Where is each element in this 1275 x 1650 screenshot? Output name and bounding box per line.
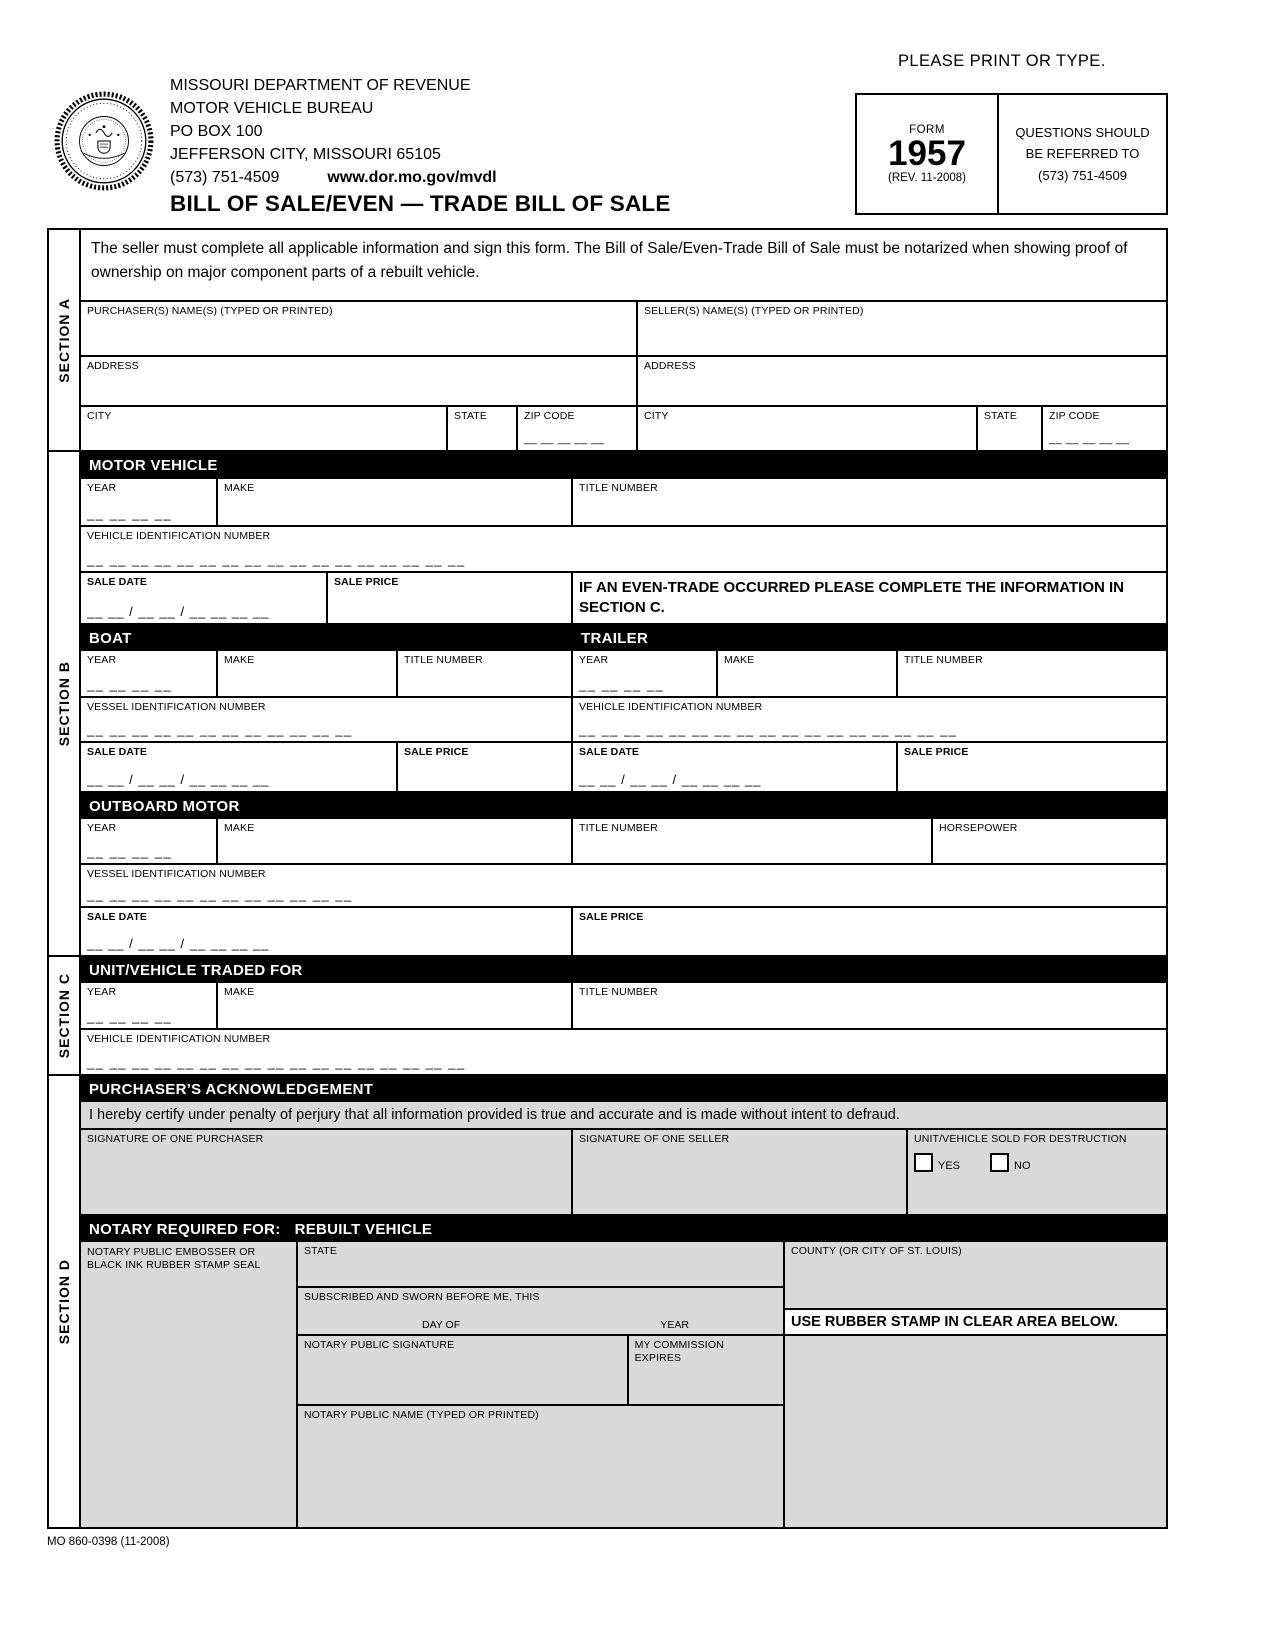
boat-header: BOAT <box>81 625 573 651</box>
vessel-id-label: VESSEL IDENTIFICATION NUMBER <box>87 868 266 880</box>
agency-line: PO BOX 100 <box>170 123 263 141</box>
purchaser-city-field[interactable] <box>81 407 448 450</box>
notary-block <box>81 1242 1166 1527</box>
year-label: YEAR <box>87 482 117 494</box>
trailer-year-field[interactable] <box>573 651 718 696</box>
notary-name-label: NOTARY PUBLIC NAME (TYPED OR PRINTED) <box>304 1409 539 1421</box>
year-blank-line: __ __ __ __ <box>87 677 173 692</box>
outboard-sale-price-field[interactable] <box>573 908 1166 955</box>
sworn-before-field[interactable] <box>298 1288 783 1336</box>
state-label: STATE <box>454 410 488 422</box>
outboard-title-number-field[interactable] <box>573 819 933 863</box>
vessel-id-blank-line: __ __ __ __ __ __ __ __ __ __ __ __ <box>87 887 353 902</box>
state-label: STATE <box>984 410 1018 422</box>
vin-blank-line: __ __ __ __ __ __ __ __ __ __ __ __ __ __ __ __ __ <box>87 552 466 567</box>
boat-sale-price-field[interactable] <box>398 743 573 791</box>
rail-section-b <box>49 452 81 955</box>
rail-section-c <box>49 957 81 1074</box>
year-blank-line: __ __ __ __ <box>579 677 665 692</box>
mv-vin-field[interactable] <box>81 527 1166 571</box>
year-label: YEAR <box>87 822 117 834</box>
questions-phone: (573) 751-4509 <box>1038 167 1127 183</box>
mv-year-field[interactable] <box>81 479 218 525</box>
year-label: YEAR <box>87 654 117 666</box>
title-number-label: TITLE NUMBER <box>579 482 658 494</box>
form-revision: (REV. 11-2008) <box>888 172 966 185</box>
city-label: CITY <box>87 410 112 422</box>
notary-county-field[interactable] <box>785 1242 1166 1310</box>
boat-make-field[interactable] <box>218 651 398 696</box>
year-blank-line: __ __ __ __ <box>87 1009 173 1024</box>
destruction-yes-checkbox[interactable] <box>914 1153 933 1172</box>
tradefor-year-field[interactable] <box>81 983 218 1028</box>
form-title: BILL OF SALE/EVEN — TRADE BILL OF SALE <box>170 191 671 216</box>
trailer-vin-field[interactable] <box>573 698 1166 741</box>
year-blank-line: __ __ __ __ <box>87 844 173 859</box>
vessel-id-label: VESSEL IDENTIFICATION NUMBER <box>87 701 266 713</box>
outboard-make-field[interactable] <box>218 819 573 863</box>
rail-label-a: SECTION A <box>56 297 72 383</box>
purchaser-name-field[interactable] <box>81 302 638 355</box>
sale-date-label: SALE DATE <box>579 746 640 758</box>
questions-line: BE REFERRED TO <box>1025 146 1140 162</box>
rail-label-d: SECTION D <box>56 1258 72 1345</box>
form-word: FORM <box>909 123 945 136</box>
agency-line: MISSOURI DEPARTMENT OF REVENUE <box>170 77 471 94</box>
outboard-sale-date-field[interactable] <box>81 908 573 955</box>
form-code-footer: MO 860-0398 (11-2008) <box>47 1536 170 1548</box>
section-d <box>49 1074 1166 1527</box>
form-header <box>0 0 1275 228</box>
rubber-stamp-area[interactable] <box>785 1336 1166 1527</box>
rail-section-a <box>49 230 81 450</box>
tradefor-vin-field[interactable] <box>81 1030 1166 1074</box>
vessel-id-blank-line: __ __ __ __ __ __ __ __ __ __ __ __ <box>87 722 353 737</box>
vin-label: VEHICLE IDENTIFICATION NUMBER <box>579 701 763 713</box>
form-body <box>47 228 1168 1529</box>
sale-price-label: SALE PRICE <box>334 576 399 588</box>
agency-phone: (573) 751-4509 <box>170 169 280 187</box>
boat-year-field[interactable] <box>81 651 218 696</box>
mv-make-field[interactable] <box>218 479 573 525</box>
mv-sale-date-field[interactable] <box>81 573 328 623</box>
title-number-label: TITLE NUMBER <box>579 986 658 998</box>
make-label: MAKE <box>724 654 755 666</box>
boat-sale-date-field[interactable] <box>81 743 398 791</box>
year-label: YEAR <box>87 986 117 998</box>
instructions-text: The seller must complete all applicable information and sign this form. The Bill of Sale/Even-Trade Bill of Sale must be notarized when showing proof of ownership on major component parts of a rebuilt vehicle. <box>91 240 1128 282</box>
make-label: MAKE <box>224 986 255 998</box>
trailer-sale-date-field[interactable] <box>573 743 898 791</box>
make-label: MAKE <box>224 482 255 494</box>
rail-label-c: SECTION C <box>56 972 72 1059</box>
sale-date-label: SALE DATE <box>87 911 148 923</box>
acknowledgement-text: I hereby certify under penalty of perjury that all information provided is true and accurate and is made without intent to defraud. <box>89 1107 900 1123</box>
seller-state-field[interactable] <box>978 407 1043 450</box>
vin-blank-line: __ __ __ __ __ __ __ __ __ __ __ __ __ __ __ __ __ <box>579 722 958 737</box>
boat-title-number-field[interactable] <box>398 651 573 696</box>
year-label: YEAR <box>579 654 609 666</box>
sale-date-label: SALE DATE <box>87 746 148 758</box>
even-trade-note-text: IF AN EVEN-TRADE OCCURRED PLEASE COMPLETE THE INFORMATION IN SECTION C. <box>579 579 1125 617</box>
agency-line: JEFFERSON CITY, MISSOURI 65105 <box>170 146 441 164</box>
notary-required-label: NOTARY REQUIRED FOR: <box>89 1220 281 1238</box>
agency-line: MOTOR VEHICLE BUREAU <box>170 100 374 118</box>
vin-label: VEHICLE IDENTIFICATION NUMBER <box>87 530 271 542</box>
questions-cell <box>999 95 1166 213</box>
even-trade-note <box>573 573 1166 623</box>
rail-section-d <box>49 1076 81 1527</box>
rebuilt-vehicle-label: REBUILT VEHICLE <box>294 1220 433 1238</box>
form-number-box <box>855 93 1168 215</box>
questions-line: QUESTIONS SHOULD <box>1015 124 1150 140</box>
sale-price-label: SALE PRICE <box>404 746 469 758</box>
embosser-seal-area[interactable] <box>81 1242 298 1527</box>
form-number: 1957 <box>888 133 966 173</box>
destruction-field <box>908 1130 1166 1214</box>
missouri-dor-seal-icon <box>53 90 155 192</box>
make-label: MAKE <box>224 822 255 834</box>
seller-instructions <box>81 230 1166 300</box>
yes-label: YES <box>938 1160 961 1173</box>
vin-blank-line: __ __ __ __ __ __ __ __ __ __ __ __ __ __ __ __ __ <box>87 1055 466 1070</box>
sworn-date-line <box>304 1319 777 1331</box>
destruction-label: UNIT/VEHICLE SOLD FOR DESTRUCTION <box>914 1133 1127 1145</box>
seller-city-field[interactable] <box>638 407 978 450</box>
destruction-options <box>914 1153 1160 1172</box>
purchaser-state-field[interactable] <box>448 407 518 450</box>
notary-name-field[interactable] <box>298 1406 783 1527</box>
outboard-motor-header: OUTBOARD MOTOR <box>81 793 1166 819</box>
zip-label: ZIP CODE <box>524 410 575 422</box>
trailer-title-number-field[interactable] <box>898 651 1166 696</box>
purchaser-signature-label: SIGNATURE OF ONE PURCHASER <box>87 1133 264 1145</box>
date-blank-line: __ __ / __ __ / __ __ __ __ <box>87 604 270 619</box>
purchaser-signature-field[interactable] <box>81 1130 573 1214</box>
sale-price-label: SALE PRICE <box>579 911 644 923</box>
title-number-label: TITLE NUMBER <box>404 654 483 666</box>
section-c <box>49 955 1166 1074</box>
vin-label: VEHICLE IDENTIFICATION NUMBER <box>87 1033 271 1045</box>
address-label: ADDRESS <box>87 360 139 372</box>
mv-sale-price-field[interactable] <box>328 573 573 623</box>
unit-traded-for-header: UNIT/VEHICLE TRADED FOR <box>81 957 1166 983</box>
form-number-cell <box>857 95 999 213</box>
zip-blank-line: __ __ __ __ __ <box>1049 433 1130 445</box>
purchaser-address-field[interactable] <box>81 357 638 405</box>
outboard-vessel-id-field[interactable] <box>81 865 1166 906</box>
date-blank-line: __ __ / __ __ / __ __ __ __ <box>87 936 270 951</box>
address-label: ADDRESS <box>644 360 696 372</box>
date-blank-line: __ __ / __ __ / __ __ __ __ <box>87 772 270 787</box>
year-label: YEAR <box>660 1319 689 1331</box>
no-label: NO <box>1014 1160 1031 1173</box>
notary-signature-field[interactable] <box>298 1336 629 1404</box>
title-number-label: TITLE NUMBER <box>579 822 658 834</box>
trailer-make-field[interactable] <box>718 651 898 696</box>
purchaser-acknowledgement-header: PURCHASER’S ACKNOWLEDGEMENT <box>81 1076 1166 1102</box>
county-label: COUNTY (OR CITY OF ST. LOUIS) <box>791 1245 962 1257</box>
notary-state-field[interactable] <box>298 1242 783 1288</box>
commission-expires-field[interactable] <box>629 1336 783 1404</box>
rail-label-b: SECTION B <box>56 660 72 747</box>
commission-expires-label: MY COMMISSION EXPIRES <box>634 1339 724 1365</box>
print-or-type-notice: PLEASE PRINT OR TYPE. <box>898 52 1106 70</box>
boat-vessel-id-field[interactable] <box>81 698 573 741</box>
trailer-header: TRAILER <box>573 625 1166 651</box>
acknowledgement-statement <box>81 1102 1166 1128</box>
sworn-label: SUBSCRIBED AND SWORN BEFORE ME, THIS <box>304 1291 540 1303</box>
seller-address-field[interactable] <box>638 357 1166 405</box>
seller-signature-field[interactable] <box>573 1130 908 1214</box>
make-label: MAKE <box>224 654 255 666</box>
title-number-label: TITLE NUMBER <box>904 654 983 666</box>
purchaser-name-label: PURCHASER(S) NAME(S) (TYPED OR PRINTED) <box>87 305 333 317</box>
embosser-label: NOTARY PUBLIC EMBOSSER OR BLACK INK RUBBER STAMP SEAL <box>87 1246 261 1272</box>
agency-address-block <box>170 74 497 189</box>
seller-signature-label: SIGNATURE OF ONE SELLER <box>579 1133 730 1145</box>
day-of-label: DAY OF <box>422 1319 461 1331</box>
section-b <box>49 450 1166 955</box>
tradefor-make-field[interactable] <box>218 983 573 1028</box>
notary-signature-label: NOTARY PUBLIC SIGNATURE <box>304 1339 455 1351</box>
tradefor-title-number-field[interactable] <box>573 983 1166 1028</box>
outboard-year-field[interactable] <box>81 819 218 863</box>
date-blank-line: __ __ / __ __ / __ __ __ __ <box>579 772 762 787</box>
year-blank-line: __ __ __ __ <box>87 506 173 521</box>
purchaser-zip-field[interactable] <box>518 407 638 450</box>
sale-price-label: SALE PRICE <box>904 746 969 758</box>
destruction-no-checkbox[interactable] <box>990 1153 1009 1172</box>
state-label: STATE <box>304 1245 338 1257</box>
seller-name-field[interactable] <box>638 302 1166 355</box>
outboard-horsepower-field[interactable] <box>933 819 1166 863</box>
horsepower-label: HORSEPOWER <box>939 822 1018 834</box>
city-label: CITY <box>644 410 669 422</box>
agency-website-link[interactable]: www.dor.mo.gov/mvdl <box>327 169 497 187</box>
motor-vehicle-header: MOTOR VEHICLE <box>81 452 1166 479</box>
mv-title-number-field[interactable] <box>573 479 1166 525</box>
zip-label: ZIP CODE <box>1049 410 1100 422</box>
sale-date-label: SALE DATE <box>87 576 148 588</box>
zip-blank-line: __ __ __ __ __ <box>524 433 605 445</box>
notary-required-header <box>81 1216 1166 1242</box>
seller-name-label: SELLER(S) NAME(S) (TYPED OR PRINTED) <box>644 305 864 317</box>
seller-zip-field[interactable] <box>1043 407 1166 450</box>
section-a <box>49 230 1166 450</box>
trailer-sale-price-field[interactable] <box>898 743 1166 791</box>
rubber-stamp-note: USE RUBBER STAMP IN CLEAR AREA BELOW. <box>785 1310 1166 1336</box>
